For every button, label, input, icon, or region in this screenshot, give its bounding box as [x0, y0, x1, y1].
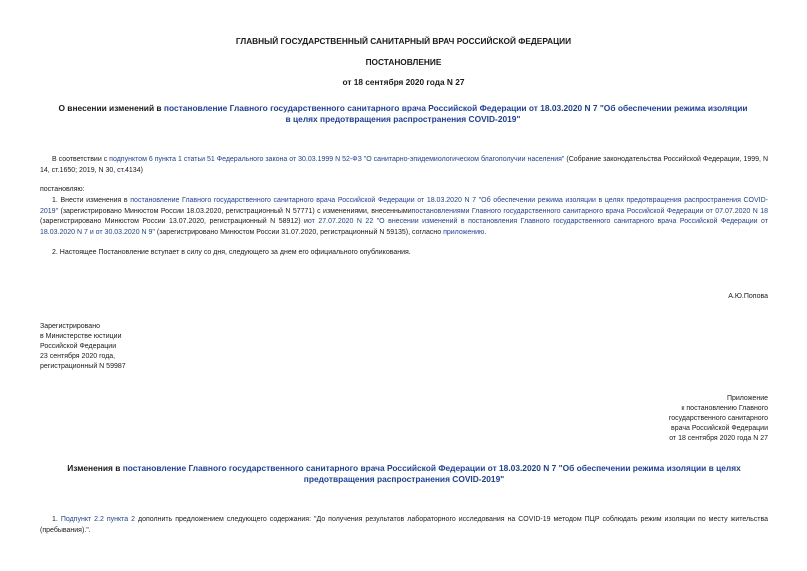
item-1-appendix-link[interactable]: приложению [443, 228, 485, 236]
change-1-text-2: дополнить предложением следующего содержания: "До получения результатов лабораторного исследования на COVID-19 методом ПЦР соблюдать режим изоляции по месту жительства (пребывания).". [40, 516, 768, 534]
item-1-paragraph [40, 196, 768, 238]
item-1-decree-link[interactable]: постановление Главного государственного санитарного врача Российской Федерации от 18.03.2020 N 7 "Об обеспечении режима изоляции в целях предотвращения распространения COVID-2019" [40, 197, 769, 215]
change-1-paragraph [40, 515, 768, 536]
appendix-line-5: от 18 сентября 2020 года N 27 [669, 435, 768, 442]
title-prefix: О внесении изменений в [58, 103, 164, 113]
preamble-text-2: (Собрание законодательства Российской Федерации, 1999, N 14, ст.1650; 2019, N 30, ст.4134) [40, 156, 769, 174]
document-date-number: от 18 сентября 2020 года N 27 [342, 77, 465, 87]
changes-title [40, 463, 768, 485]
authority-heading: ГЛАВНЫЙ ГОСУДАРСТВЕННЫЙ САНИТАРНЫЙ ВРАЧ РОССИЙСКОЙ ФЕДЕРАЦИИ [235, 36, 572, 46]
item-1-amendment-link-1[interactable]: постановлениями Главного государственного санитарного врача Российской Федерации от 07.07.2020 N 18 [411, 207, 768, 215]
item-1-text-1: 1. Внести изменения в [52, 197, 131, 204]
item-1-amendment-link-2[interactable]: от 27.07.2020 N 22 "О внесении изменений в постановления Главного государственного санитарного врача Российской Федерации от 18.03.2020 N 7 и от 30.03.2020 N 9" [40, 218, 768, 236]
changes-title-link[interactable]: постановление Главного государственного санитарного врача Российской Федерации от 18.03.2020 N 7 "Об обеспечении режима изоляции в целях предотвращения распространения COVID-2019" [122, 463, 741, 484]
item-1-text-2: (зарегистрировано Минюстом России 18.03.2020, регистрационный N 57771) с изменениями, внесенными [58, 207, 412, 215]
change-1-subclause-link[interactable]: Подпункт 2.2 пункта 2 [60, 516, 136, 523]
appendix-line-1: Приложение [726, 395, 768, 402]
appendix-line-2: к постановлению Главного [681, 405, 768, 412]
preamble-paragraph [40, 155, 768, 176]
change-1-text-1: 1. [52, 516, 61, 523]
registration-line-1: Зарегистрировано [40, 323, 100, 330]
appendix-line-3: государственного санитарного [668, 415, 768, 422]
changes-title-prefix: Изменения в [67, 463, 123, 473]
preamble-law-link[interactable]: подпунктом 6 пункта 1 статьи 51 Федерального закона от 30.03.1999 N 52-ФЗ "О санитарно-эпидемиологическом благополучии населения" [109, 156, 565, 163]
signature: А.Ю.Попова [728, 293, 768, 300]
registration-line-3: Российской Федерации [40, 343, 117, 350]
appendix-line-4: врача Российской Федерации [671, 425, 768, 432]
registration-line-5: регистрационный N 59987 [40, 363, 126, 370]
document-type: ПОСТАНОВЛЕНИЕ [365, 57, 442, 67]
item-2-paragraph: 2. Настоящее Постановление вступает в силу со дня, следующего за днем его официального опубликования. [52, 249, 411, 256]
registration-block [40, 322, 126, 372]
item-1-text-5: . [484, 228, 487, 236]
item-1-text-4: (зарегистрировано Минюстом России 31.07.2020, регистрационный N 59135), согласно [154, 228, 444, 236]
appendix-reference-block [669, 394, 768, 444]
resolve-text: постановляю: [40, 186, 85, 193]
item-1-text-3: (зарегистрировано Минюстом России 13.07.2020, регистрационный N 58912) и [40, 218, 308, 226]
document-title [58, 103, 748, 125]
registration-line-2: в Министерстве юстиции [40, 333, 122, 340]
title-link[interactable]: постановление Главного государственного санитарного врача Российской Федерации от 18.03.2020 N 7 "Об обеспечении режима изоляции в целях предотвращения распространения COVID-2019" [163, 103, 748, 124]
preamble-text-1: В соответствии с [52, 156, 110, 163]
registration-line-4: 23 сентября 2020 года, [40, 353, 116, 360]
